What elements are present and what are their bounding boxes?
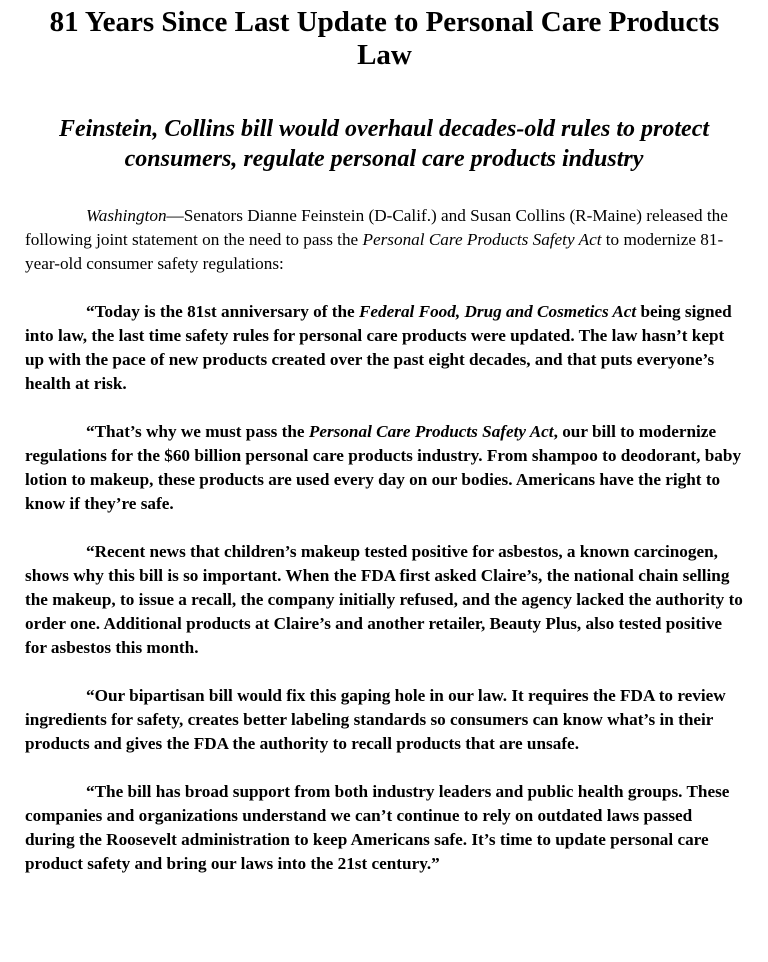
- quote-1-text-part-1: “Today is the 81st anniversary of the: [86, 302, 359, 321]
- lead-text-part-1: —Senators Dianne Feinstein (D-Calif.) and Susan Collins (R-Maine) released the following joint statement on the need to pass the: [25, 206, 728, 249]
- quote-1-italic-title: Federal Food, Drug and Cosmetics Act: [358, 302, 637, 321]
- quote-1-text-part-2: being signed into law, the last time safety rules for personal care products were updated. The law hasn’t kept up with the pace of new products created over the past eight decades, and that puts everyone’s health at risk.: [25, 302, 732, 393]
- press-release-body: [25, 204, 744, 876]
- quote-paragraph-2: [25, 420, 744, 516]
- lead-paragraph: [25, 204, 744, 276]
- quote-paragraph-1: [25, 300, 744, 396]
- act-name: Personal Care Products Safety Act: [362, 230, 602, 249]
- page-title: 81 Years Since Last Update to Personal Care Products Law: [49, 6, 720, 71]
- quote-paragraph-3: “Recent news that children’s makeup tested positive for asbestos, a known carcinogen, shows why this bill is so important. When the FDA first asked Claire’s, the national chain selling the makeup, to issue a recall, the company initially refused, and the agency lacked the authority to order one. Additional products at Claire’s and another retailer, Beauty Plus, also tested positive for asbestos this month.: [25, 542, 743, 657]
- quote-2-italic-title: Personal Care Products Safety Act: [308, 422, 554, 441]
- lead-text-part-2: to modernize 81-year-old consumer safety regulations:: [25, 230, 724, 273]
- quote-paragraph-5: “The bill has broad support from both industry leaders and public health groups. These companies and organizations understand we can’t continue to rely on outdated laws passed during the Roosevelt administration to keep Americans safe. It’s time to update personal care product safety and bring our laws into the 21st century.”: [25, 782, 730, 873]
- quote-paragraph-4: “Our bipartisan bill would fix this gaping hole in our law. It requires the FDA to review ingredients for safety, creates better labeling standards so consumers can know what’s in their products and gives the FDA the authority to recall products that are unsafe.: [25, 686, 726, 753]
- page-subtitle: Feinstein, Collins bill would overhaul decades-old rules to protect consumers, regulate personal care products industry: [58, 116, 710, 172]
- quote-2-text-part-2: , our bill to modernize regulations for the $60 billion personal care products industry. From shampoo to deodorant, baby lotion to makeup, these products are used every day on our bodies. Americans have the right to know if they’re safe.: [25, 422, 742, 513]
- dateline: Washington: [86, 206, 167, 225]
- quote-2-text-part-1: “That’s why we must pass the: [86, 422, 309, 441]
